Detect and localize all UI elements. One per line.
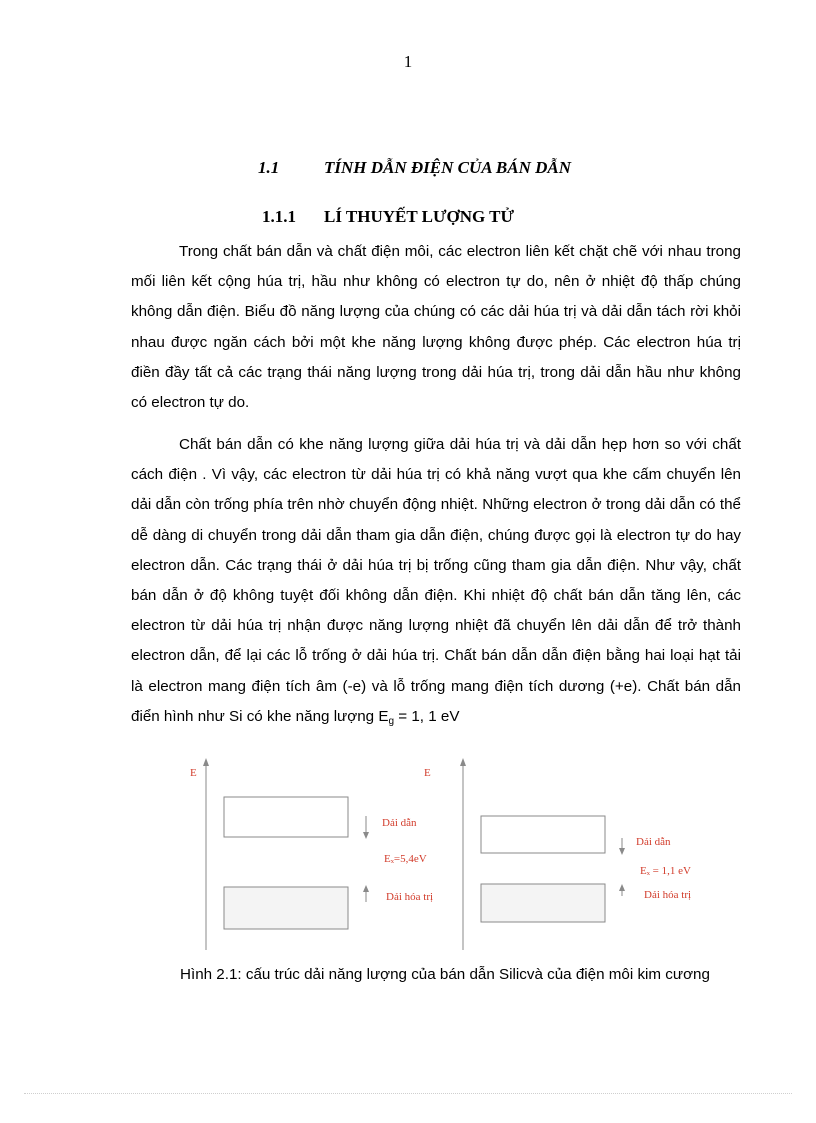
left-conduction-band xyxy=(224,797,348,837)
section-heading xyxy=(258,158,571,178)
section-number: 1.1 xyxy=(258,158,280,177)
paragraph-2-block xyxy=(131,430,741,737)
right-valence-band xyxy=(481,884,605,922)
left-valence-label: Dải hóa trị xyxy=(386,891,434,903)
left-valence-band xyxy=(224,887,348,929)
paragraph-2-text: Chất bán dẫn có khe năng lượng giữa dải húa trị và dải dẫn hẹp hơn so với chất cách điện . Vì vậy, các electron từ dải húa trị có khả năng vượt qua khe cấm chuyển lên dải dẫn còn trống phía trên nhờ chuyển động nhiệt. Những electron ở trong dải dẫn có thể dễ dàng di chuyển trong dải dẫn tham gia dẫn điện, chúng được gọi là electron tự do hay electron dẫn. Các trạng thái ở dải húa trị bị trống cũng tham gia dẫn điện. Như vậy, chất bán dẫn ở độ không tuyệt đối không dẫn điện. Khi nhiệt độ chất bán dẫn tăng lên, các electron từ dải húa trị nhận được năng lượng nhiệt đã chuyển lên dải dẫn để trở thành electron dẫn, để lại các lỗ trống ở dải húa trị. Chất bán dẫn dẫn điện bằng hai loại hạt tải là electron mang điện tích âm (-e) và lỗ trống mang điện tích dương (+e). Chất bán dẫn điển hình như Si có khe năng lượng xyxy=(131,436,741,725)
band-gap-formula: $E_g = 1$, 1 eV xyxy=(378,707,460,727)
left-gap-arrow-down-icon xyxy=(363,832,369,839)
paragraph-1: Trong chất bán dẫn và chất điện môi, các electron liên kết chặt chẽ với nhau trong mối liên kết cộng húa trị, hầu như không có electron tự do, nên ở nhiệt độ thấp chúng không dẫn điện. Biểu đồ năng lượng của chúng có các dải húa trị và dải dẫn tách rời khỏi nhau được ngăn cách bởi một khe năng lượng không được phép. Các electron húa trị điền đầy tất cả các trạng thái năng lượng trong dải húa trị, trong dải dẫn hầu như không có electron tự do. xyxy=(131,243,741,412)
right-gap-label: Eₓ = 1,1 eV xyxy=(640,865,691,877)
band-diagram-figure xyxy=(170,752,730,960)
right-gap-arrow-down-icon xyxy=(619,848,625,855)
page-bottom-divider xyxy=(24,1093,792,1094)
right-axis-label: E xyxy=(424,767,431,779)
right-conduction-label: Dải dẫn xyxy=(636,836,671,848)
subsection-heading xyxy=(262,207,514,227)
subsection-number: 1.1.1 xyxy=(262,207,296,226)
right-axis-arrow-icon xyxy=(460,758,466,766)
left-axis-arrow-icon xyxy=(203,758,209,766)
left-axis-label: E xyxy=(190,767,197,779)
left-band-diagram xyxy=(190,758,433,950)
figure-caption: Hình 2.1: cấu trúc dải năng lượng của bán dẫn Silicvà của điện môi kim cương xyxy=(180,966,710,983)
right-valence-label: Dải hóa trị xyxy=(644,889,692,901)
right-conduction-band xyxy=(481,816,605,853)
subsection-title: LÍ THUYẾT LƯỢNG TỬ xyxy=(324,207,515,226)
right-band-diagram xyxy=(424,758,691,950)
left-gap-label: Eₓ=5,4eV xyxy=(384,853,427,865)
right-gap-arrow-up-icon xyxy=(619,884,625,891)
page-number: 1 xyxy=(403,52,413,71)
left-gap-arrow-up-icon xyxy=(363,885,369,892)
paragraph-1-block xyxy=(131,237,741,418)
section-title: TÍNH DẪN ĐIỆN CỦA BÁN DẪN xyxy=(324,158,572,177)
left-conduction-label: Dải dẫn xyxy=(382,817,417,829)
paragraph-2 xyxy=(131,430,741,737)
